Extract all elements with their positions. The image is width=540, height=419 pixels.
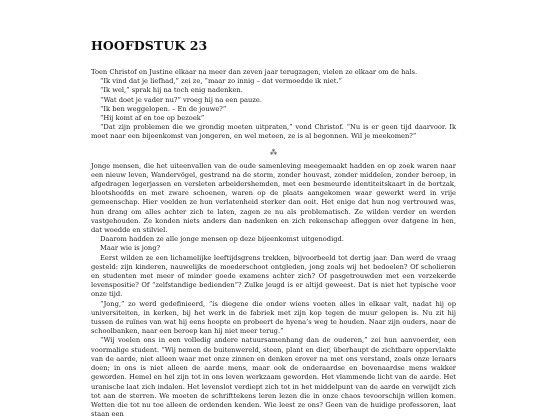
section-separator: ⁂: [270, 148, 277, 157]
chapter-heading: HOOFDSTUK 23: [91, 38, 208, 53]
paragraph: Eerst wilden ze een lichamelijke leeftijdsgrens trekken, bijvoorbeeld tot dertig jaar. Dan werd de vraag gesteld: zijn kinderen, nauwelijks de moederschoot ontgleden, jong zoals wij het bedoelen? Of scholieren en studenten met meer of minder goede examens achter zich? Of pasgetrouwden met een verzekerde levenspositie? Of “zelfstandige bedienden”? Zulke jeugd is er altijd geweest. Dat is niet het typische voor onze tijd.: [91, 253, 456, 299]
paragraph: “Hij komt af en toe op bezoek”: [100, 114, 205, 123]
paragraph: Toen Christof en Justine elkaar na meer dan zeven jaar terugzagen, vielen ze elkaar om de hals.: [91, 68, 418, 76]
paragraph: “Ik vind dat je liefhad,” zei ze, “maar zo innig – dat vermoedde ik niet.”: [100, 77, 342, 86]
paragraph: Maar wie is jong?: [100, 244, 161, 253]
paragraph: “Dat zijn problemen die we grondig moeten uitpraten,” vond Christof. “Nu is er geen tijd daarvoor. Ik moet naar een bijeenkomst van jongeren, en wel meteen, ze is al begonnen. Wil je meekomen?”: [91, 123, 456, 141]
paragraph: “Jong,” zo werd gedefinieerd, “is diegene die onder wiens voeten alles in elkaar valt, nadat hij op universiteiten, in kerken, bij het werk in de fabriek met zijn kop tegen de muur gelopen is. Nu zit hij tussen de ruïnes van wat hij eens hoopte en probeert de hyena’s weg te houden. Naar zijn ouders, naar de schoolbanken, naar een beroep kan hij niet meer terug.”: [91, 299, 456, 336]
paragraph: Daarom hadden ze alle jonge mensen op deze bijeenkomst uitgenodigd.: [100, 235, 344, 244]
paragraph: Jonge mensen, die het uiteenvallen van de oude samenleving meegemaakt hadden en op zoek waren naar een nieuw leven, Wandervögel, gestrand na de storm, zonder houvast, zonder middelen, zonder beroep, in afgedragen legerjassen en versleten arbeidershemden, met een besmeurde identiteitskaart in de bortzak, blootshoofds en met zware schoenen, waren op de plaats aangekomen waar gewerkt werd in vrije gemeenschap. Hier voelden ze hun verlatenheid sterker dan ooit. Het enige dat hun nog vertrouwd was, hun drang om alles achter zich te laten, zagen ze nu als problematisch. Ze wilden verder en werden vastgehouden. Ze konden niets anders dan nadenken en zich rekenschap afleggen over datgene in hen, dat woedde en stilviel.: [91, 161, 456, 235]
paragraph: “Wat doet je vader nu?” vroeg hij na een pauze.: [100, 95, 262, 104]
paragraph: “Wij voelen ons in een volledig andere natuursamenhang dan de ouderen,” zei hun aanvoerder, een voormalige student. “Wij nemen de buitenwereld, steen, plant en dier, überhaupt de zichtbare oppervlakte van de aarde, niet alleen waar met onze zinnen en denken erover na met ons verstand, zoals onze leraars doen; in ons is niet alleen de aarde mens, maar ook de onderaardse en bovenaardse mens wakker geworden. Hemel en hel zijn tot in ons leven werkzaam geworden. Het vlammende licht van de aarde. Het uranische laat zich indalen. Het levenslot verdiept zich tot in het middelpunt van de aarde en verwijdt zich tot aan de sterren. We moeten de schrifttekens leren lezen die in onze chaos tevoorschijn willen komen. Wetten die tot nu toe alleen de ordenden kenden. Wie leest ze ons? Geen van de huidige professoren, laat staan een: [91, 336, 456, 419]
paragraph: “Ik ben weggelopen. – En de jouwe?”: [100, 104, 227, 113]
paragraph: “Ik wel,” sprak hij na toch enig nadenken.: [100, 86, 243, 95]
chapter-body: [91, 68, 456, 419]
